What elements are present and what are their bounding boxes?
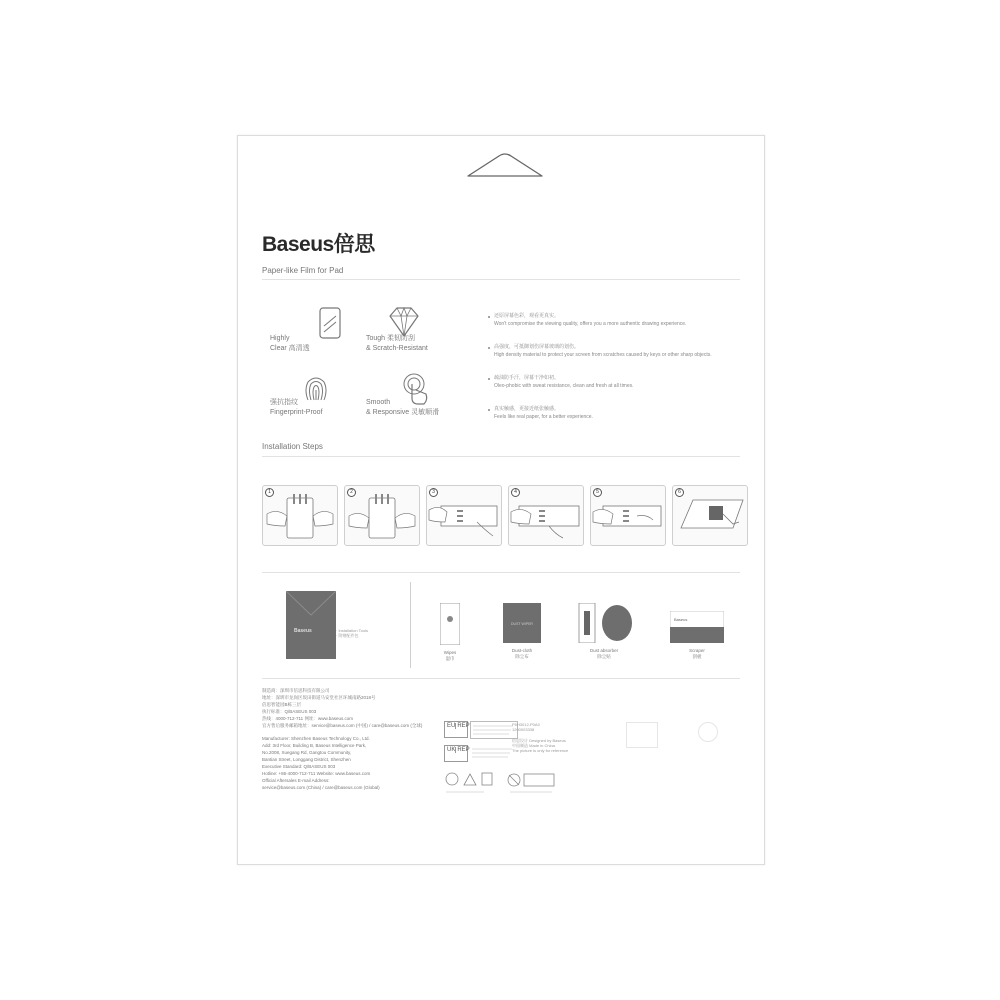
bullet-item: 疏油防手汗，屏幕干净如初。 Oleo-phobic with sweat resistance, clean and fresh at all times. (488, 374, 748, 390)
eu-rep-badge: EU REP (444, 721, 468, 738)
dust-absorber-icon (575, 603, 633, 643)
package-back (237, 135, 765, 865)
tool-pack-image (286, 591, 336, 659)
feature-bullets (488, 312, 748, 436)
clear-screen-icon (310, 304, 350, 344)
feature-tough-line2: & Scratch-Resistant (366, 345, 428, 352)
product-title: Paper-like Film for Pad (262, 266, 344, 275)
scraper-text: Baseus (674, 617, 688, 622)
step-illustration-icon (509, 486, 583, 545)
uk-rep-address (470, 745, 516, 761)
installation-title: Installation Steps (262, 442, 323, 451)
install-step-4: 4 (508, 485, 584, 546)
accessory-dust-cloth: DUST WIPER Dust-cloth 除尘布 (500, 603, 544, 660)
bullet-item: 高强度，可抵御划伤屏幕玻璃的划伤。 High density material to protect your screen from scratches caused by keys or other sharp objects. (488, 343, 748, 359)
origin-info: 倍思设计 Designed by Baseus 中国制造 Made in China The picture is only for reference (512, 738, 569, 753)
manufacturer-info-en: Manufacturer: Shenzhen Baseus Technology Co., Ltd. Add: 3rd Floor, Building B, Baseus Intelligence Park, No.2008, Xuegang Rd, Gangtou Community, Bantian Street, Longgang District, Shenzhen Executive Standard: Q/BASEUS 003 Hotline: +86-4000-712-711 Website: www.baseus.com Official Aftersales E-mail Address: service@baseus.com (China) / care@baseus.com (Global) (262, 736, 380, 790)
accessory-wipes: Wipes 湿巾 (434, 603, 466, 662)
bullet-item: 真实触感，更接近纸张触感。 Feels like real paper, for a better experience. (488, 405, 748, 421)
feature-fingerprint-line1: 强抗指纹 (270, 399, 298, 406)
step-illustration-icon (673, 486, 747, 545)
manufacturer-info-cn: 制造商：深圳市倍思科技有限公司 地址：深圳市龙岗区坂田街道马安堂社区环城南路2018号 倍思智能园B栋三层 执行标准：Q/BASEUS 003 热线：4000-712-711 网址：www.baseus.com 官方售后服务邮箱地址：service@baseus.com (中国) / care@baseus.com (全球) (262, 688, 423, 728)
feature-smooth-line2: & Responsive 灵敏顺滑 (366, 409, 440, 416)
install-step-1: 1 (262, 485, 338, 546)
touch-finger-icon (396, 370, 436, 410)
install-step-6: 6 (672, 485, 748, 546)
divider-vertical (410, 582, 411, 668)
feature-smooth-line1: Smooth (366, 399, 391, 406)
feature-fingerprint-line2: Fingerprint-Proof (270, 409, 323, 416)
step-illustration-icon (345, 486, 419, 545)
step-illustration-icon (427, 486, 501, 545)
accessory-scraper: Baseus Scraper 刮板 (668, 611, 726, 660)
dust-cloth-text: DUST WIPER (511, 622, 533, 626)
disposal-icon (506, 770, 558, 796)
feature-tough-line1: Tough 柔韧防刮 (366, 335, 416, 342)
divider-installation (262, 456, 740, 457)
barcode-placeholder (626, 722, 658, 748)
recycling-icon (444, 770, 500, 796)
divider-info (262, 678, 740, 679)
tool-pack-brand: Baseus (294, 628, 312, 634)
divider-top (262, 279, 740, 280)
feature-clear-line1: Highly (270, 335, 290, 342)
divider-accessories (262, 572, 740, 573)
qc-seal (698, 722, 718, 742)
install-step-2: 2 (344, 485, 420, 546)
fingerprint-icon (296, 370, 336, 410)
install-step-3: 3 (426, 485, 502, 546)
step-illustration-icon (263, 486, 337, 545)
tool-pack-label: · Installation Tools · 附赠配件包 (336, 628, 368, 638)
bullet-item: 还原屏幕色彩，观看更真实。 Won't compromise the viewing quality, offers you a more authentic drawing experience. (488, 312, 748, 328)
hanger-hole (465, 152, 545, 178)
brand-logo: Baseus倍思 (262, 233, 375, 256)
install-step-5: 5 (590, 485, 666, 546)
uk-rep-badge: UK REP (444, 745, 468, 762)
accessory-dust-absorber: Dust absorber 除尘贴 (574, 603, 634, 660)
step-illustration-icon (591, 486, 665, 545)
model-info: P5H3012-P0A0 1200003338 (512, 722, 540, 732)
scraper-icon (670, 611, 724, 643)
wipes-icon (440, 603, 460, 645)
eu-rep-address (470, 721, 518, 739)
dust-cloth-icon (503, 603, 541, 643)
feature-clear-line2: Clear 高清透 (270, 345, 310, 352)
